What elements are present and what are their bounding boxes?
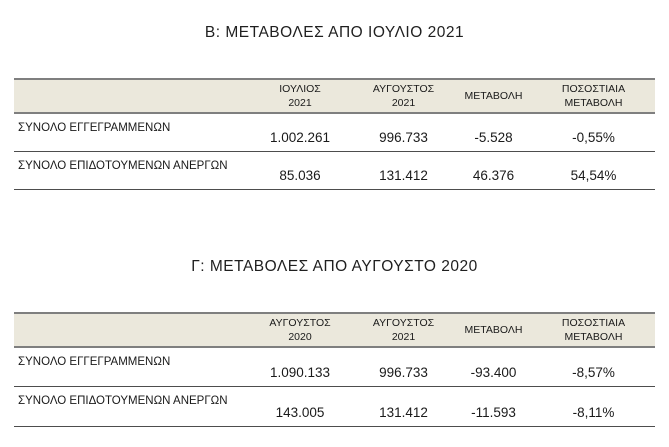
cell-value: 996.733 xyxy=(352,347,455,387)
cell-value: 131.412 xyxy=(352,387,455,427)
row-label: ΣΥΝΟΛΟ ΕΓΓΕΓΡΑΜΜΕΝΩΝ xyxy=(14,347,248,387)
cell-value: 131.412 xyxy=(352,151,455,189)
header-col-period2 xyxy=(352,313,455,347)
table-row-registered xyxy=(14,347,655,387)
section-c-title: Γ: ΜΕΤΑΒΟΛΕΣ ΑΠΟ ΑΥΓΟΥΣΤΟ 2020 xyxy=(191,257,478,275)
section-b-table xyxy=(14,78,655,190)
header-empty-cell xyxy=(14,79,248,113)
cell-value: 1.002.261 xyxy=(248,113,352,151)
cell-value: -8,57% xyxy=(532,347,655,387)
row-label: ΣΥΝΟΛΟ ΕΠΙΔΟΤΟΥΜΕΝΩΝ ΑΝΕΡΓΩΝ xyxy=(14,151,248,189)
header-col-pct-change-line1: ΠΟΣΟΣΤΙΑΙΑ xyxy=(561,316,626,329)
cell-value: -0,55% xyxy=(532,113,655,151)
table-header-row xyxy=(14,313,655,347)
header-col-period2-line1: ΑΥΓΟΥΣΤΟΣ xyxy=(372,316,435,329)
table-row-registered xyxy=(14,113,655,151)
cell-value: 143.005 xyxy=(248,387,352,427)
header-col-pct-change-line1: ΠΟΣΟΣΤΙΑΙΑ xyxy=(561,83,626,95)
table-row-subsidized xyxy=(14,387,655,427)
header-col-period1 xyxy=(248,79,352,113)
header-col-period2-line1: ΑΥΓΟΥΣΤΟΣ xyxy=(372,83,435,95)
table-row-subsidized xyxy=(14,151,655,189)
header-col-change xyxy=(455,313,532,347)
section-b-title: Β: ΜΕΤΑΒΟΛΕΣ ΑΠΟ ΙΟΥΛΙΟ 2021 xyxy=(204,24,465,41)
header-col-period2-line2: 2021 xyxy=(391,330,416,343)
header-empty-cell xyxy=(14,313,248,347)
row-label: ΣΥΝΟΛΟ ΕΠΙΔΟΤΟΥΜΕΝΩΝ ΑΝΕΡΓΩΝ xyxy=(14,387,248,427)
cell-value: 54,54% xyxy=(532,151,655,189)
cell-value: 85.036 xyxy=(248,151,352,189)
header-col-period1-line2: 2021 xyxy=(288,97,312,109)
cell-value: -8,11% xyxy=(532,387,655,427)
header-col-change-line1: ΜΕΤΑΒΟΛΗ xyxy=(464,323,523,336)
header-col-pct-change-line2: ΜΕΤΑΒΟΛΗ xyxy=(564,97,623,109)
cell-value: -93.400 xyxy=(455,347,532,387)
header-col-period1 xyxy=(248,313,352,347)
header-col-period1-line2: 2020 xyxy=(288,330,312,343)
header-col-change xyxy=(455,79,532,113)
header-col-period1-line1: ΑΥΓΟΥΣΤΟΣ xyxy=(269,316,331,329)
header-col-period2 xyxy=(352,79,455,113)
cell-value: 996.733 xyxy=(352,113,455,151)
header-col-pct-change xyxy=(532,79,655,113)
row-label: ΣΥΝΟΛΟ ΕΓΓΕΓΡΑΜΜΕΝΩΝ xyxy=(14,113,248,151)
header-col-pct-change-line2: ΜΕΤΑΒΟΛΗ xyxy=(564,330,623,343)
header-col-pct-change xyxy=(532,313,655,347)
cell-value: 1.090.133 xyxy=(248,347,352,387)
table-header-row xyxy=(14,79,655,113)
header-col-period2-line2: 2021 xyxy=(391,97,416,109)
cell-value: -11.593 xyxy=(455,387,532,427)
cell-value: 46.376 xyxy=(455,151,532,189)
cell-value: -5.528 xyxy=(455,113,532,151)
header-col-change-line1: ΜΕΤΑΒΟΛΗ xyxy=(464,90,523,102)
header-col-period1-line1: ΙΟΥΛΙΟΣ xyxy=(279,83,321,95)
section-c-table xyxy=(14,312,655,428)
